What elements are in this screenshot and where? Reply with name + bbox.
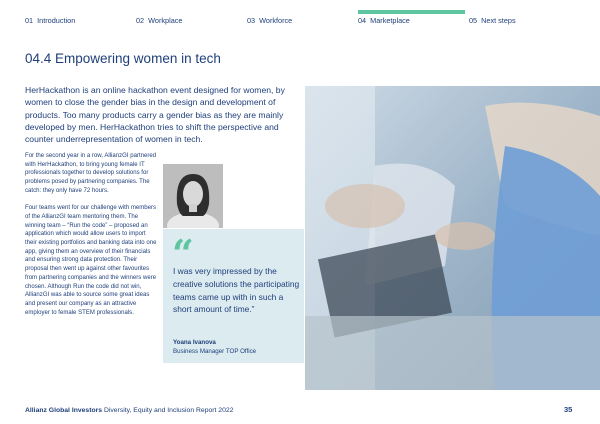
nav-label: Introduction [37,16,76,25]
office-team-photo [305,86,600,390]
body-paragraph: Four teams went for our challenge with members of the AllianzGI team mentoring them. The winning team – “Run the code” – proposed an application which would allow users to import their existing portfolios and banking data into one app, giving them an overview of their financials and ensuring strong data protection. Their proposal then went up against other favourites from partnering companies and the winners were chosen. Although Run the code did not win, AllianzGI was able to source some great ideas and present our company as an attractive employer to female STEM professionals. [25,205,157,316]
quote-text: I was very impressed by the creative solutions the participating teams came up with in such a short amount of time.” [173,266,300,315]
nav-indicator [469,11,576,13]
nav-number: 01 [25,16,34,25]
nav-number: 04 [358,16,367,25]
page-number: 35 [564,405,573,414]
page-title: 04.4 Empowering women in tech [25,51,221,66]
nav-indicator [247,11,354,13]
nav-label: Workplace [148,16,183,25]
nav-indicator [136,11,243,13]
nav-label: Marketplace [370,16,410,25]
nav-number: 03 [247,16,256,25]
section-nav [0,0,600,30]
portrait-photo [163,164,223,228]
quote-box [163,229,304,363]
footer-brand: Allianz Global Investors [25,407,103,414]
footer-report-title: Diversity, Equity and Inclusion Report 2022 [103,407,234,414]
portrait-image [163,164,223,228]
nav-indicator [25,11,132,13]
body-paragraph: For the second year in a row, AllianzGI partnered with HerHackathon, to bring young female IT professionals together to develop solutions for problems posed by partnering companies. The catch: they only have 72 hours. [25,153,157,194]
quote-author-name: Yoana Ivanova [173,339,216,346]
quote-mark-icon: “ [172,231,194,276]
quote-author-role: Business Manager TOP Office [173,348,257,355]
nav-number: 02 [136,16,145,25]
nav-label: Next steps [481,16,516,25]
nav-active-indicator [358,10,465,14]
nav-number: 05 [469,16,478,25]
body-text [25,152,158,326]
nav-label: Workforce [259,16,293,25]
intro-paragraph: HerHackathon is an online hackathon event designed for women, by women to close the gender bias in the design and development of products. Too many products carry a gender bias as they are mainly developed by men. HerHackathon tries to shift the perspective and counter underrepresentation of women in tech. [25,85,285,145]
footer [25,407,233,414]
hero-photo [305,86,600,390]
